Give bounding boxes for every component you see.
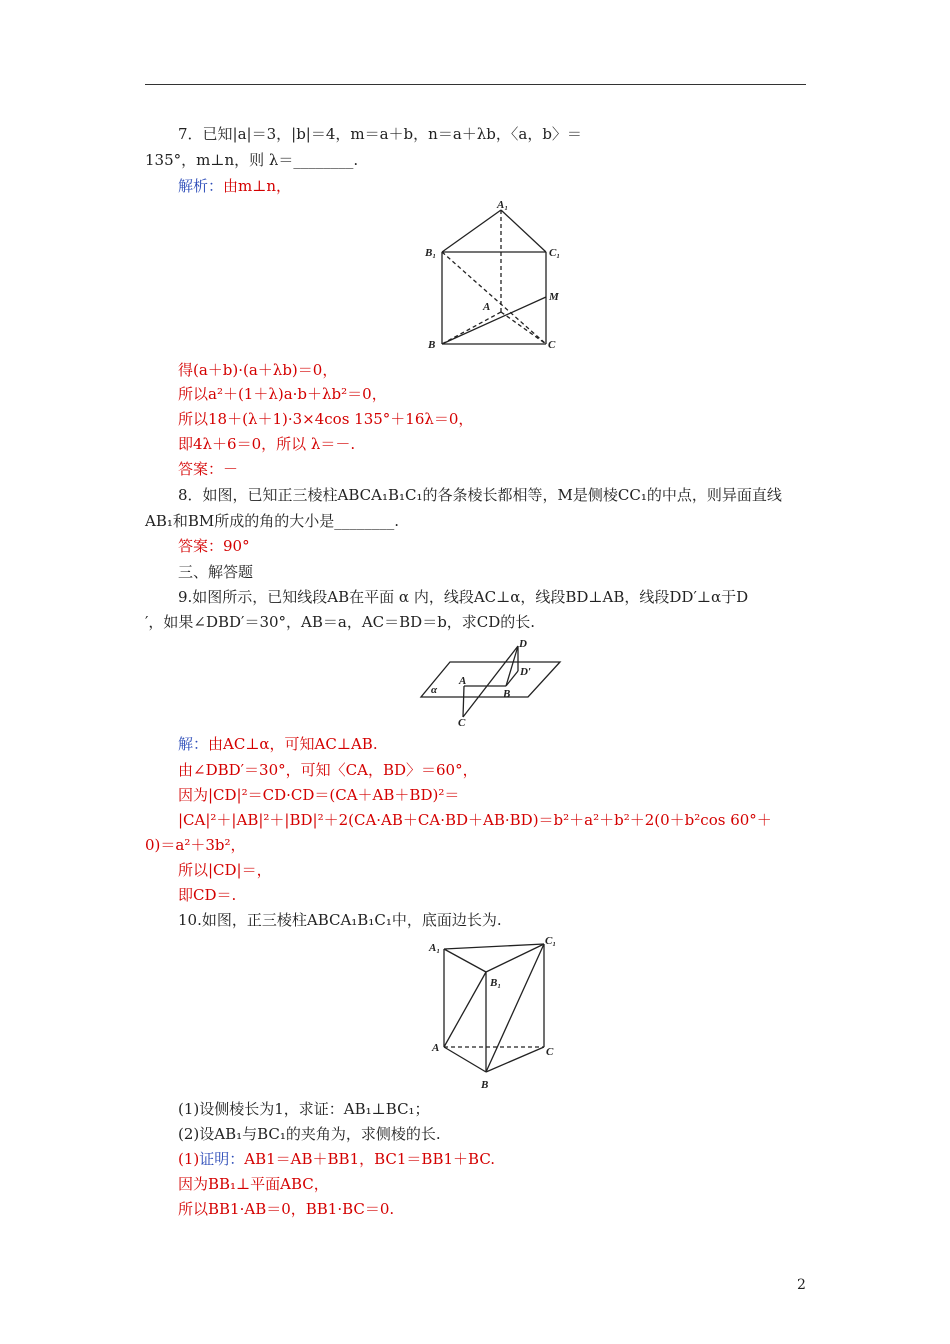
proof-label: 证明： bbox=[199, 1150, 245, 1168]
label-A: A bbox=[432, 1042, 440, 1054]
q9-solution-3: 因为|CD|²＝CD·CD＝(CA＋AB＋BD)²＝ bbox=[178, 786, 460, 804]
label-B1: B₁ bbox=[490, 977, 502, 989]
solution-text: 由m⊥n， bbox=[223, 177, 292, 195]
q9-solution-6: 所以|CD|＝， bbox=[178, 861, 272, 879]
q10-part1: (1)设侧棱长为1，求证：AB₁⊥BC₁； bbox=[178, 1100, 430, 1118]
label-B: B bbox=[503, 688, 511, 700]
q7-step2: 所以a²＋(1＋λ)a·b＋λb²＝0， bbox=[178, 385, 387, 403]
q7-line1: 7．已知|a|＝3，|b|＝4，m＝a＋b，n＝a＋λb，〈a，b〉＝ bbox=[178, 125, 582, 143]
label-D: D bbox=[519, 638, 527, 650]
q7-step4: 即4λ＋6＝0，所以 λ＝－. bbox=[178, 435, 356, 453]
label-D-prime: D′ bbox=[520, 666, 532, 678]
label-C1: C₁ bbox=[549, 247, 561, 259]
q8-line1: 8．如图，已知正三棱柱ABCA₁B₁C₁的各条棱长都相等，M是侧棱CC₁的中点，则异面直线 bbox=[178, 486, 782, 504]
label-B: B bbox=[481, 1079, 489, 1091]
q10-proof-1 bbox=[178, 1149, 495, 1169]
page-number: 2 bbox=[797, 1277, 806, 1293]
label-B: B bbox=[428, 339, 436, 351]
label-C: C bbox=[546, 1046, 554, 1058]
label-M: M bbox=[549, 291, 559, 303]
prism-figure-1 bbox=[420, 196, 565, 356]
q9-solution-2: 由∠DBD′＝30°，可知〈CA，BD〉＝60°， bbox=[178, 761, 478, 779]
section-3-heading: 三、解答题 bbox=[178, 563, 254, 581]
q7-step3: 所以18＋(λ＋1)·3×4cos 135°＋16λ＝0， bbox=[178, 410, 474, 428]
solution-label: 解： bbox=[178, 735, 209, 753]
q7-solution bbox=[178, 176, 291, 196]
q10-proof-2: 因为BB₁⊥平面ABC， bbox=[178, 1175, 329, 1193]
label-C: C bbox=[548, 339, 556, 351]
label-A1: A₁ bbox=[497, 199, 509, 211]
q9-line1: 9.如图所示，已知线段AB在平面 α 内，线段AC⊥α，线段BD⊥AB，线段DD′⊥α于D bbox=[178, 588, 749, 606]
solution-text: 由AC⊥α，可知AC⊥AB. bbox=[208, 735, 378, 753]
label-C: C bbox=[458, 717, 466, 728]
q9-solution-1 bbox=[178, 734, 378, 754]
q10-line1: 10.如图，正三棱柱ABCA₁B₁C₁中，底面边长为. bbox=[178, 911, 502, 929]
label-alpha: α bbox=[431, 684, 438, 696]
q9-line2: ′，如果∠DBD′＝30°，AB＝a，AC＝BD＝b，求CD的长. bbox=[145, 613, 536, 631]
q7-line2: 135°，m⊥n，则 λ＝________. bbox=[145, 151, 359, 169]
label-A: A bbox=[459, 675, 467, 687]
plane-figure bbox=[418, 634, 566, 728]
solution-label: 解析： bbox=[178, 177, 224, 195]
proof-part-label: (1) bbox=[178, 1150, 200, 1168]
proof-text: AB1＝AB＋BB1，BC1＝BB1＋BC. bbox=[244, 1150, 496, 1168]
q9-solution-5: 0)＝a²＋3b²， bbox=[145, 836, 246, 854]
q9-solution-7: 即CD＝. bbox=[178, 886, 237, 904]
q10-proof-3: 所以BB1·AB＝0，BB1·BC＝0. bbox=[178, 1200, 395, 1218]
q10-part2: (2)设AB₁与BC₁的夹角为，求侧棱的长. bbox=[178, 1125, 441, 1143]
label-A: A bbox=[483, 301, 491, 313]
q7-step1: 得(a＋b)·(a＋λb)＝0， bbox=[178, 361, 338, 379]
q9-solution-4: |CA|²＋|AB|²＋|BD|²＋2(CA·AB＋CA·BD＋AB·BD)＝b²＋a²＋b²＋2(0＋b²cos 60°＋ bbox=[178, 811, 772, 829]
q7-answer: 答案：－ bbox=[178, 460, 239, 478]
label-A1: A₁ bbox=[429, 942, 441, 954]
label-B1: B₁ bbox=[425, 247, 437, 259]
label-C1: C₁ bbox=[545, 935, 557, 947]
q8-line2: AB₁和BM所成的角的大小是________. bbox=[145, 512, 400, 530]
header-rule bbox=[145, 84, 806, 85]
prism-figure-2 bbox=[424, 934, 564, 1094]
q8-answer: 答案：90° bbox=[178, 537, 250, 555]
